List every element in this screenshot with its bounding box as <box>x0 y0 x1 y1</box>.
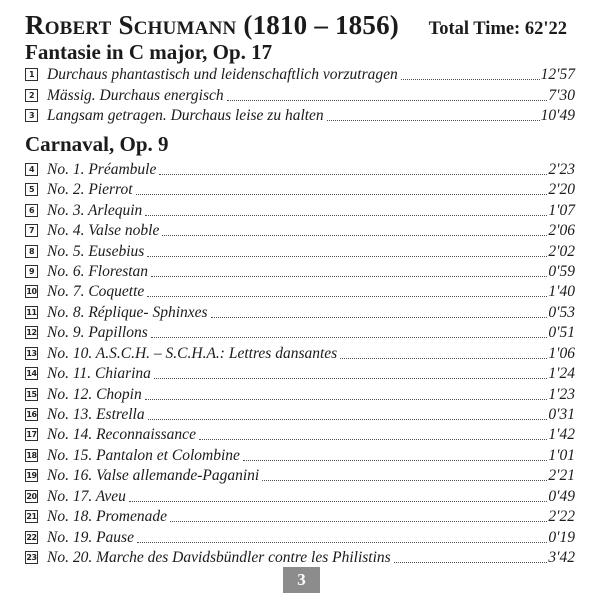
track-title: No. 7. Coquette <box>47 283 145 301</box>
track-time: 1'01 <box>548 446 575 464</box>
track-title: No. 10. A.S.C.H. – S.C.H.A.: Lettres dansantes <box>47 344 338 362</box>
track-number-badge: 2 <box>25 89 38 102</box>
track-title: No. 1. Préambule <box>47 160 157 178</box>
track-title: Langsam getragen. Durchaus leise zu halten <box>47 107 324 125</box>
track-number-badge: 4 <box>25 163 38 176</box>
dotted-leader <box>148 419 548 420</box>
dotted-leader <box>151 337 548 338</box>
track-time: 1'24 <box>548 365 575 383</box>
track-row <box>25 179 575 199</box>
track-number-badge: 13 <box>26 348 37 358</box>
track-time: 2'02 <box>548 242 575 260</box>
dotted-leader <box>401 79 540 80</box>
track-row <box>25 199 575 219</box>
dotted-leader <box>147 256 547 257</box>
track-number-badge: 14 <box>26 369 37 379</box>
dotted-leader <box>262 480 547 481</box>
track-list-carnaval <box>25 158 575 567</box>
track-row <box>25 383 575 403</box>
track-title: Mässig. Durchaus energisch <box>47 86 224 104</box>
track-title: No. 15. Pantalon et Colombine <box>47 446 240 464</box>
dotted-leader <box>211 317 548 318</box>
track-time: 0'53 <box>548 303 575 321</box>
track-title: No. 16. Valse allemande-Paganini <box>47 467 260 485</box>
track-row <box>25 64 575 84</box>
section-title-carnaval: Carnaval, Op. 9 <box>25 132 169 157</box>
track-row <box>25 547 575 567</box>
track-number-badge: 3 <box>25 109 38 122</box>
dotted-leader <box>327 120 540 121</box>
track-row <box>25 158 575 178</box>
track-row <box>25 220 575 240</box>
track-time: 1'23 <box>548 385 575 403</box>
track-time: 2'21 <box>548 467 575 485</box>
composer-name: Robert Schumann <box>25 10 237 40</box>
track-time: 0'59 <box>548 262 575 280</box>
track-row <box>25 342 575 362</box>
track-row <box>25 404 575 424</box>
track-number-badge: 19 <box>26 471 37 481</box>
track-time: 10'49 <box>540 107 575 125</box>
track-time: 0'31 <box>548 406 575 423</box>
track-time: 0'19 <box>548 528 575 546</box>
dotted-leader <box>340 358 547 359</box>
track-time: 1'06 <box>548 344 575 362</box>
track-time: 2'20 <box>548 181 575 199</box>
dotted-leader <box>145 399 548 400</box>
track-row <box>25 240 575 260</box>
track-title: No. 3. Arlequin <box>47 201 143 219</box>
total-time-value: 62'22 <box>524 19 567 39</box>
track-number-badge: 15 <box>26 389 37 399</box>
dotted-leader <box>151 276 547 277</box>
track-title: No. 19. Pause <box>47 528 134 546</box>
track-title: No. 11. Chiarina <box>47 365 151 383</box>
track-list-fantasie <box>25 64 575 125</box>
track-number-badge: 5 <box>25 183 38 196</box>
dotted-leader <box>170 521 547 522</box>
dotted-leader <box>227 100 548 101</box>
track-number-badge: 20 <box>26 491 37 501</box>
track-number-badge: 12 <box>26 328 37 338</box>
track-row <box>25 506 575 526</box>
track-number-badge: 1 <box>25 68 38 81</box>
track-time: 1'07 <box>548 201 575 219</box>
composer-dates: (1810 – 1856) <box>243 10 399 40</box>
dotted-leader <box>154 378 548 379</box>
track-number-badge: 17 <box>26 430 37 440</box>
track-row <box>25 105 575 125</box>
track-time: 2'23 <box>548 160 575 178</box>
track-row <box>25 465 575 485</box>
track-number-badge: 21 <box>26 512 37 522</box>
track-number-badge: 23 <box>26 553 37 563</box>
track-time: 0'51 <box>548 324 575 342</box>
track-title: No. 20. Marche des Davidsbündler contre les Philistins <box>47 549 391 567</box>
track-title: No. 18. Promenade <box>47 508 167 526</box>
dotted-leader <box>129 501 547 502</box>
track-number-badge: 22 <box>26 532 37 542</box>
track-number-badge: 10 <box>26 287 37 297</box>
track-time: 0'49 <box>548 487 575 505</box>
track-row <box>25 363 575 383</box>
track-row <box>25 526 575 546</box>
dotted-leader <box>243 460 548 461</box>
track-time: 3'42 <box>548 549 575 567</box>
track-row <box>25 444 575 464</box>
dotted-leader <box>162 235 547 236</box>
dotted-leader <box>199 439 547 440</box>
track-number-badge: 11 <box>26 307 37 317</box>
track-title: No. 12. Chopin <box>47 385 142 403</box>
total-time <box>429 19 575 40</box>
track-number-badge: 6 <box>25 204 38 217</box>
composer-heading <box>25 11 399 39</box>
section-title-fantasie: Fantasie in C major, Op. 17 <box>25 40 273 64</box>
track-title: No. 2. Pierrot <box>47 181 133 199</box>
track-number-badge: 7 <box>25 224 38 237</box>
track-time: 7'30 <box>548 86 575 104</box>
track-title: Durchaus phantastisch und leidenschaftlich vorzutragen <box>47 66 398 84</box>
track-row <box>25 281 575 301</box>
total-time-label: Total Time: <box>428 19 521 39</box>
dotted-leader <box>136 194 548 195</box>
track-time: 2'22 <box>548 508 575 526</box>
header <box>25 11 575 40</box>
track-time: 2'06 <box>548 222 575 240</box>
track-title: No. 5. Eusebius <box>47 242 145 260</box>
dotted-leader <box>147 296 547 297</box>
track-title: No. 13. Estrella <box>47 406 145 423</box>
track-number-badge: 8 <box>25 245 38 258</box>
track-title: No. 8. Réplique- Sphinxes <box>47 303 208 321</box>
track-number-badge: 9 <box>25 265 38 278</box>
track-number-badge: 18 <box>26 450 37 460</box>
track-title: No. 4. Valse noble <box>47 222 160 240</box>
dotted-leader <box>159 174 547 175</box>
track-title: No. 6. Florestan <box>47 262 149 280</box>
track-row <box>25 322 575 342</box>
track-title: No. 14. Reconnaissance <box>47 426 196 444</box>
track-title: No. 17. Aveu <box>47 487 126 505</box>
track-row <box>25 301 575 321</box>
track-row <box>25 485 575 505</box>
track-time: 1'42 <box>548 426 575 444</box>
track-title: No. 9. Papillons <box>47 324 148 342</box>
dotted-leader <box>145 215 547 216</box>
dotted-leader <box>394 562 548 563</box>
track-time: 1'40 <box>548 283 575 301</box>
track-row <box>25 261 575 281</box>
track-number-badge: 16 <box>26 410 37 419</box>
page-number-badge: 3 <box>283 567 320 593</box>
track-time: 12'57 <box>540 66 575 84</box>
track-row <box>25 84 575 104</box>
dotted-leader <box>137 542 547 543</box>
track-row <box>25 424 575 444</box>
